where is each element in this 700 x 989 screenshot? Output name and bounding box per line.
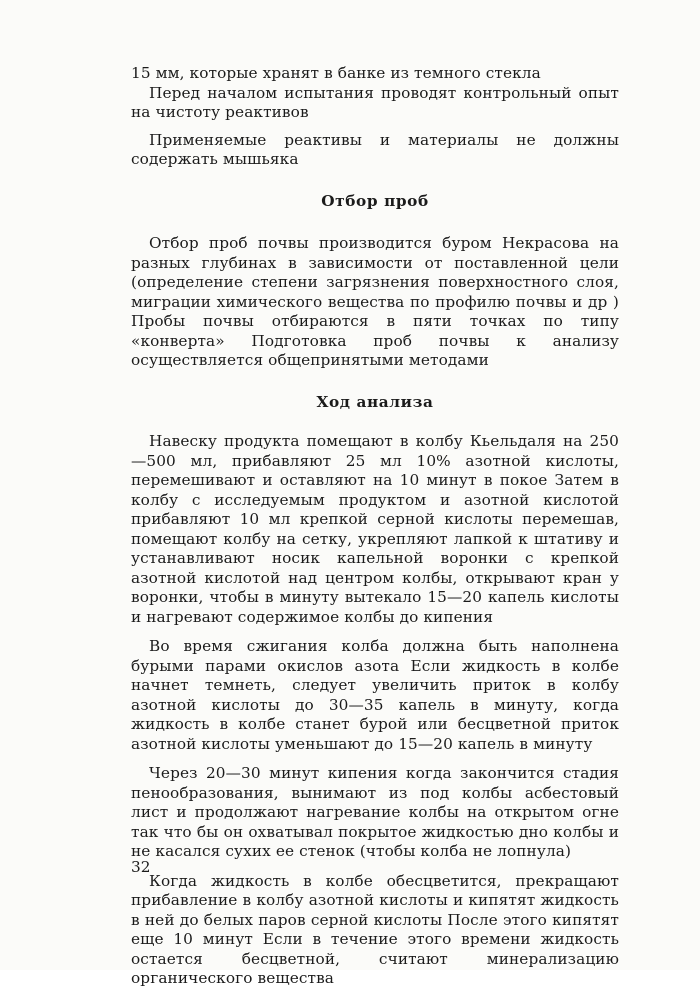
paragraph-procedure-decolorization: Когда жидкость в колбе обесцветится, прекращают прибавление в колбу азотной кислоты и кипятят жидкость в ней до белых паров серной кислоты После этого кипятят еще 10 минут Если в течение этого времени жидкость остается бесцветной, считают минерализацию органического вещества bbox=[131, 871, 619, 987]
section-heading-sampling: Отбор проб bbox=[321, 191, 429, 210]
page-number: 32 bbox=[131, 858, 151, 876]
paragraph-control-test: Перед началом испытания проводят контрольный опыт на чистоту реактивов bbox=[131, 83, 619, 121]
paragraph-procedure-combustion: Во время сжигания колба должна быть наполнена бурыми парами окислов азота Если жидкость в колбе начнет темнеть, следует увеличить приток в колбу азотной кислоты до 30—35 капель в минуту, когда жидкость в колбе станет бурой или бесцветной приток азотной кислоты уменьшают до 15—20 капель в минуту bbox=[131, 637, 619, 753]
section-heading-procedure: Ход анализа bbox=[316, 392, 434, 411]
text-column bbox=[131, 64, 619, 989]
paragraph-sampling: Отбор проб почвы производится буром Некрасова на разных глубинах в зависимости от поставленной цели (определение степени загрязнения поверхностного слоя, миграции химического вещества по профилю почвы и др ) Пробы почвы отбираются в пяти точках по типу «конверта» Подготовка проб почвы к анализу осуществляется общепринятыми методами bbox=[131, 234, 619, 369]
paragraph-reagents: Применяемые реактивы и материалы не должны содержать мышьяка bbox=[131, 130, 619, 168]
paragraph-storage: 15 мм, которые хранят в банке из темного стекла bbox=[131, 64, 541, 82]
paragraph-procedure-weighing: Навеску продукта помещают в колбу Кьельдаля на 250—500 мл, прибавляют 25 мл 10% азотной кислоты, перемешивают и оставляют на 10 минут в покое Затем в колбу с исследуемым продуктом и азотной кислотой прибавляют 10 мл крепкой серной кислоты перемешав, помещают колбу на сетку, укрепляют лапкой к штативу и устанавливают носик капельной воронки с крепкой азотной кислотой над центром колбы, открывают кран у воронки, чтобы в минуту вытекало 15—20 капель кислоты и нагревают содержимое колбы до кипения bbox=[131, 432, 619, 626]
paragraph-procedure-boiling: Через 20—30 минут кипения когда закончится стадия пенообразования, вынимают из под колбы асбестовый лист и продолжают нагревание колбы на открытом огне так что бы он охватывал покрытое жидкостью дно колбы и не касался сухих ее стенок (чтобы колба не лопнула) bbox=[131, 764, 619, 860]
